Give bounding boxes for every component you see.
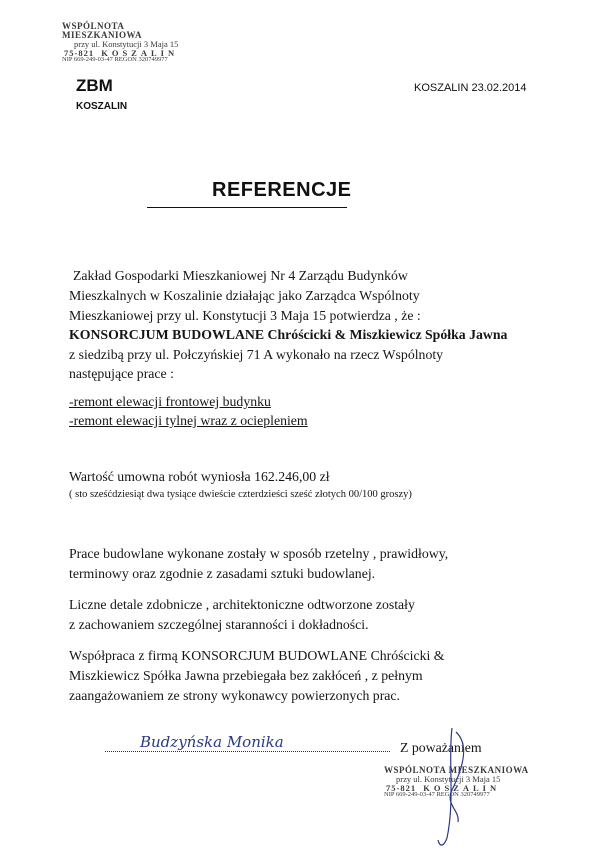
contractor-name: KONSORCJUM BUDOWLANE Chróścicki & Miszkiewicz Spółka Jawna xyxy=(69,327,508,342)
body-line: Współpraca z firmą KONSORCJUM BUDOWLANE Chróścicki & xyxy=(69,648,445,663)
stamp-city: KOSZALIN xyxy=(101,47,179,58)
zbm-name: ZBM xyxy=(76,76,113,95)
body-line: Zakład Gospodarki Mieszkaniowej Nr 4 Zarządu Budynków xyxy=(73,268,408,283)
work-item: -remont elewacji frontowej budynku xyxy=(69,394,271,409)
body-line: Liczne detale zdobnicze , architektoniczne odtworzone zostały xyxy=(69,597,415,612)
body-line: Prace budowlane wykonane zostały w sposób rzetelny , prawidłowy, xyxy=(69,546,449,561)
body-line: Mieszkalnych w Koszalinie działając jako Zarządca Wspólnoty xyxy=(69,288,420,303)
body-line: Mieszkaniowej przy ul. Konstytucji 3 Maja 15 potwierdza , że : xyxy=(69,308,421,323)
contract-value-words: ( sto sześćdziesiąt dwa tysiące dwieście czterdzieści sześć złotych 00/100 groszy) xyxy=(69,489,412,500)
body-line: następujące prace : xyxy=(69,366,174,381)
stamp-line-nip: NIP 669-249-03-47 REGON 320749977 xyxy=(384,791,490,798)
stamp-line-org: WSPÓLNOTA MIESZKANIOWA xyxy=(384,765,529,775)
stamp-line-nip: NIP 669-249-03-47 REGON 320749977 xyxy=(62,56,168,63)
stamp-city: KOSZALIN xyxy=(423,782,501,793)
work-item: -remont elewacji tylnej wraz z ociepleniem xyxy=(69,413,308,428)
stamp-line-address: przy ul. Konstytucji 3 Maja 15 xyxy=(396,774,501,784)
title-underline xyxy=(147,207,347,208)
body-line: Miszkiewicz Spółka Jawna przebiegała bez zakłóceń , z pełnym xyxy=(69,668,423,683)
body-line: z zachowaniem szczególnej staranności i dokładności. xyxy=(69,617,369,632)
stamp-postal-code: 75-821 xyxy=(64,47,95,58)
body-line: z siedzibą przy ul. Połczyńskiej 71 A wykonało na rzecz Wspólnoty xyxy=(69,347,444,362)
stamp-line-address: przy ul. Konstytucji 3 Maja 15 xyxy=(74,39,179,49)
body-line: terminowy oraz zgodnie z zasadami sztuki budowlanej. xyxy=(69,566,376,581)
signature-line xyxy=(105,751,390,752)
contract-value: Wartość umowna robót wyniosła 162.246,00 zł xyxy=(69,469,330,484)
place-date: KOSZALIN 23.02.2014 xyxy=(414,82,527,94)
body-line: zaangażowaniem ze strony wykonawcy powierzonych prac. xyxy=(69,688,400,703)
handwritten-signature: Budzyńska Monika xyxy=(140,733,284,751)
footer-stamp xyxy=(384,766,534,799)
stamp-line-org: WSPÓLNOTA MIESZKANIOWA xyxy=(62,21,143,40)
closing-phrase: Z poważaniem xyxy=(400,740,482,755)
stamp-postal-code: 75-821 xyxy=(386,782,417,793)
zbm-city: KOSZALIN xyxy=(76,101,128,112)
document-title: REFERENCJE xyxy=(212,179,352,201)
header-stamp xyxy=(62,22,202,64)
